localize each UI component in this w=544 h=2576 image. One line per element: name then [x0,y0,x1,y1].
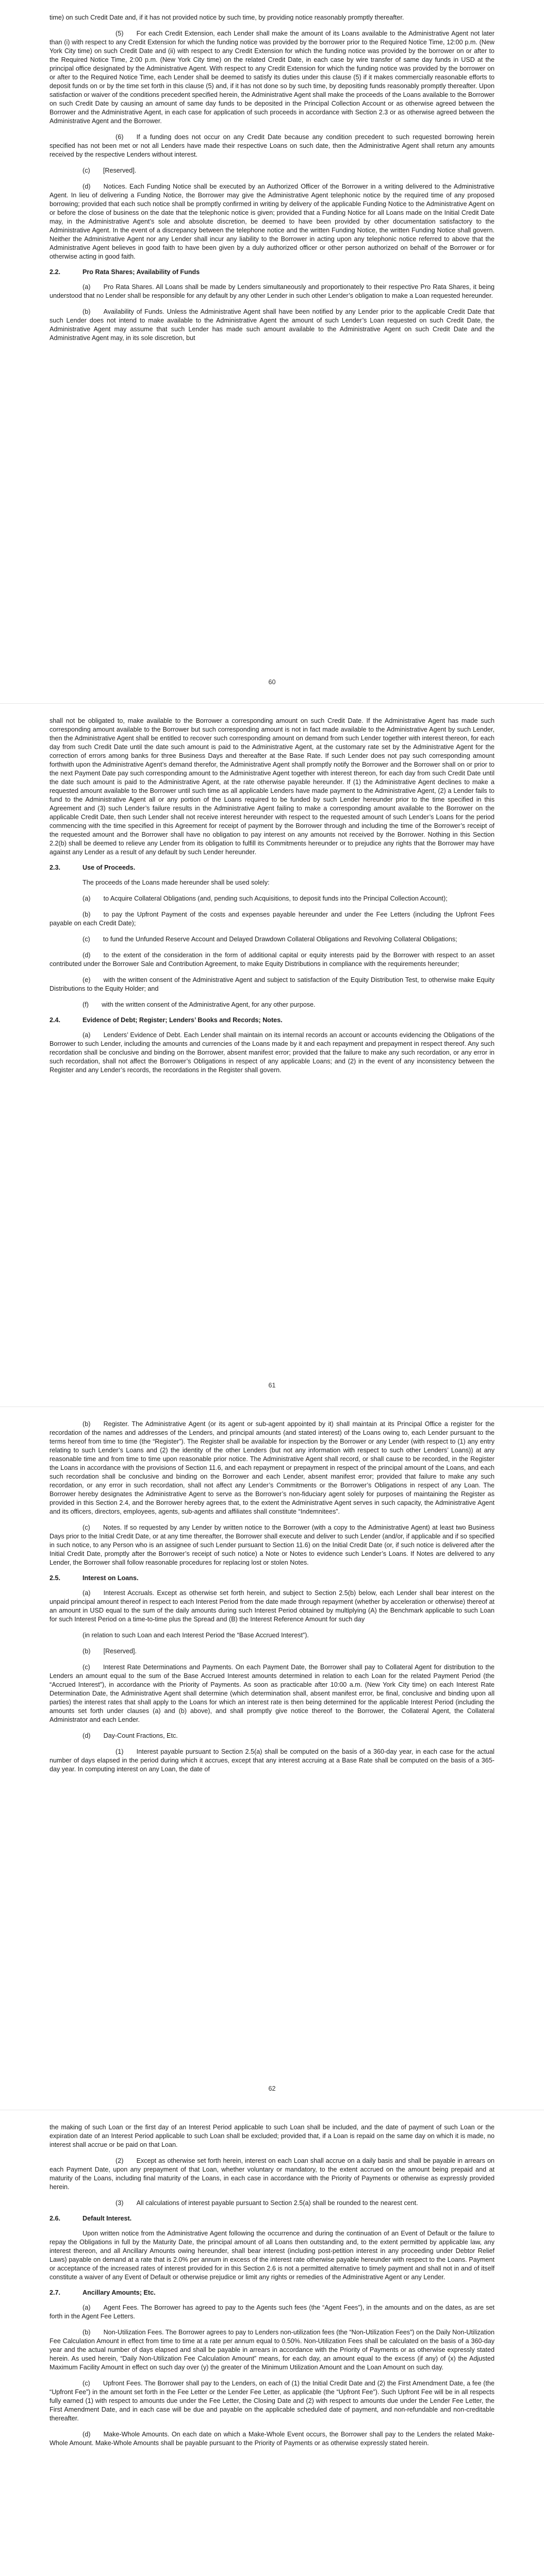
body-paragraph: (b) Register. The Administrative Agent (or its agent or sub-agent appointed by it) shall maintain at its Principal Office a register for the recordation of the names and addresses of the Lenders, and principal amounts (and stated interest) of the Loans owing to, each Lender pursuant to the terms hereof from time to time (the “Register”). The Register shall be available for inspection by the Borrower or any Lender (with respect to (1) any entry relating to such Lender’s Loans and (2) the identity of the other Lenders (but not any information with respect to such other Lenders’ Loans)) at any reasonable time and from time to time upon reasonable prior notice. The Administrative Agent shall record, or shall cause to be recorded, in the Register the Loans in accordance with the provisions of Section 11.6, and each repayment or prepayment in respect of the principal amount of the Loans, and each such recordation shall be conclusive and binding on the Borrower and each Lender, absent manifest error; provided that failure to make any such recordation, or any error in such recordation, shall not affect any Lender’s Commitments or the Borrower’s Obligations in respect of any Loan. The Borrower hereby designates the Administrative Agent to serve as the Borrower’s non-fiduciary agent solely for purposes of maintaining the Register as provided in this Section 2.4, and the Borrower hereby agrees that, to the extent the Administrative Agent serves in such capacity, the Administrative Agent and its officers, directors, employees, agents, sub-agents and affiliates shall constitute “Indemnitees”. [50,1420,494,1515]
page-number: 60 [268,679,276,686]
body-paragraph: (b) to pay the Upfront Payment of the costs and expenses payable hereunder and under the Fee Letters (including the Upfront Fees payable on each Credit Date); [50,911,494,927]
body-paragraph: (d) Day-Count Fractions, Etc. [83,1732,178,1739]
section-heading [50,268,494,276]
section-title: Pro Rata Shares; Availability of Funds [83,268,200,276]
body-paragraph: (6) If a funding does not occur on any Credit Date because any condition precedent to such requested borrowing herein specified has not been met or not all Lenders have made their respective Loans on such date, then the Administrative Agent shall return any amounts received by the respective Lenders without interest. [50,133,494,158]
body-paragraph: (1) Interest payable pursuant to Section 2.5(a) shall be computed on the basis of a 360-day year, in each case for the actual number of days elapsed in the period during which it accrues, except that any interest accruing at a Base Rate shall be computed on the basis of a 365-day year. In computing interest on any Loan, the date of [50,1748,494,1773]
document-page [0,1406,544,2110]
document-page [0,0,544,703]
body-paragraph: (c) Notes. If so requested by any Lender by written notice to the Borrower (with a copy to the Administrative Agent) at least two Business Days prior to the Initial Credit Date, or at any time thereafter, the Borrower shall execute and deliver to such Lender (and/or, if applicable and if so specified in such notice, to any Person who is an assignee of such Lender pursuant to Section 11.6) on the Initial Credit Date (or, if such notice is delivered after the Initial Credit Date, promptly after the Borrower’s receipt of such notice) a Note or Notes to evidence such Lender’s Loans. If Notes are delivered to any Lender, the Borrower shall follow reasonable procedures for replacing lost or stolen Notes. [50,1524,494,1566]
body-paragraph: (a) to Acquire Collateral Obligations (and, pending such Acquisitions, to deposit funds into the Principal Collection Account); [83,895,448,902]
body-paragraph: shall not be obligated to, make available to the Borrower a corresponding amount on such Credit Date. If the Administrative Agent has made such corresponding amount available to the Borrower but such corresponding amount is not in fact made available to the Administrative Agent by such Lender, then the Administrative Agent shall be entitled to recover such corresponding amount on demand from such Lender together with interest thereon, for each day from such Credit Date until the date such amount is paid to the Administrative Agent, at the customary rate set by the Administrative Agent for the correction of errors among banks for three Business Days and thereafter at the Base Rate. If such Lender does not pay such corresponding amount forthwith upon the Administrative Agent’s demand therefor, the Administrative Agent shall promptly notify the Borrower and the Borrower shall on or prior to the next Payment Date pay such corresponding amount to the Administrative Agent together with interest thereon, for each day from such Credit Date until the date such amount is paid to the Administrative Agent, at the rate otherwise payable hereunder. If (1) the Administrative Agent declines to make a requested amount available to the Borrower until such time as all applicable Lenders have made payment to the Administrative Agent, (2) a Lender fails to fund to the Administrative Agent all or any portion of the Loans required to be funded by such Lender hereunder prior to the time specified in this Agreement and (3) such Lender’s failure results in the Administrative Agent failing to make a corresponding amount available to the Borrower on the applicable Credit Date, then such Lender shall not receive interest hereunder with respect to the requested amount of such Lender’s Loans for the period commencing with the time specified in this Agreement for receipt of payment by the Borrower through and including the time of the Borrower’s receipt of the requested amount and the Borrower shall have no obligation to pay interest on any amounts not received by the Borrower. Nothing in this Section 2.2(b) shall be deemed to relieve any Lender from its obligation to fulfill its Commitments hereunder or to prejudice any rights that the Borrower may have against any Lender as a result of any default by such Lender hereunder. [50,717,494,856]
body-paragraph: (c) Upfront Fees. The Borrower shall pay to the Lenders, on each of (1) the Initial Credit Date and (2) the First Amendment Date, a fee (the “Upfront Fee”) in the amount set forth in the Fee Letter or the Lender Fee Letter, as applicable (the “Upfront Fee”). Such Upfront Fee will be in all respects fully earned (1) with respect to amounts due under the Fee Letter, the Closing Date and (2) with respect to amounts due under the Lender Fee Letter, the First Amendment Date, and in each case will be due and payable on the applicable scheduled date of payment, and non-refundable and non-creditable thereafter. [50,2380,494,2422]
body-paragraph: the making of such Loan or the first day of an Interest Period applicable to such Loan shall be included, and the date of payment of such Loan or the expiration date of an Interest Period applicable to such Loan shall be excluded; provided that, if a Loan is repaid on the same day on which it is made, no interest shall accrue or be paid on that Loan. [50,2124,494,2148]
body-paragraph: (c) [Reserved]. [83,167,137,174]
section-heading [50,864,494,871]
body-paragraph: (2) Except as otherwise set forth herein, interest on each Loan shall accrue on a daily basis and shall be payable in arrears on each Payment Date, upon any prepayment of that Loan, whether voluntary or mandatory, to the extent accrued on the amount being prepaid and at maturity of the Loans, including final maturity of the Loans, in each case in accordance with the Priority of Payments or otherwise as expressly provided herein. [50,2157,494,2191]
page-number: 61 [268,1382,276,1389]
body-paragraph: (in relation to such Loan and each Interest Period the “Base Accrued Interest”). [83,1632,309,1639]
page-divider [0,703,544,704]
body-paragraph: (b) [Reserved]. [83,1648,137,1655]
body-paragraph: The proceeds of the Loans made hereunder shall be used solely: [83,879,270,886]
body-paragraph: (d) to the extent of the consideration in the form of additional capital or equity interests paid by the Borrower with respect to an asset contributed under the Borrower Sale and Contribution Agreement, to make Equity Distributions in compliance with the requirements hereunder; [50,952,494,968]
section-number: 2.6. [50,2215,61,2222]
section-title: Evidence of Debt; Register; Lenders’ Books and Records; Notes. [83,1016,283,1024]
section-heading [50,2289,494,2296]
section-heading [50,1016,494,1024]
body-paragraph: (d) Make-Whole Amounts. On each date on which a Make-Whole Event occurs, the Borrower shall pay to the Lenders the related Make-Whole Amount. Make-Whole Amounts shall be payable pursuant to the Priority of Payments or as otherwise expressly stated herein. [50,2431,494,2447]
body-paragraph: (c) to fund the Unfunded Reserve Account and Delayed Drawdown Collateral Obligations and Revolving Collateral Obligations; [83,936,457,943]
body-paragraph: time) on such Credit Date and, if it has not provided notice by such time, by providing notice reasonably promptly thereafter. [50,14,404,21]
body-paragraph: (a) Pro Rata Shares. All Loans shall be made by Lenders simultaneously and proportionately to their respective Pro Rata Shares, it being understood that no Lender shall be responsible for any default by any other Lender in such other Lender’s obligation to make a Loan requested hereunder. [50,283,494,299]
body-paragraph: (5) For each Credit Extension, each Lender shall make the amount of its Loans available to the Administrative Agent not later than (i) with respect to any Credit Extension for which the funding notice was provided by the borrower prior to the Required Notice Time, 12:00 p.m. (New York City time) on such Credit Date and (ii) with respect to any Credit Extension for which the funding notice was provided by the borrower on or after to the Required Notice Time, 2:00 p.m. (New York City time) on the related Credit Date, in each case by wire transfer of same day funds in USD at the principal office designated by the Administrative Agent. With respect to any Credit Extension for which the funding notice was provided by the borrower on or after to the Required Notice Time, each Lender shall be deemed to satisfy its duties under this clause (5) if it makes commercially reasonable efforts to deposit funds on or by the time set forth in this clause (5) and, if it has not done so by such time, by depositing funds reasonably promptly thereafter. Upon satisfaction or waiver of the conditions precedent specified herein, the Administrative Agent shall make the proceeds of the Loans available to the Borrower on such Credit Date by causing an amount of same day funds to be deposited in the Principal Collection Account or as otherwise agreed between the Borrower and the Administrative Agent, in each case for application of such proceeds in accordance with Section 2.3 or as otherwise agreed between the Administrative Agent and the Borrower. [50,30,494,125]
body-paragraph: (3) All calculations of interest payable pursuant to Section 2.5(a) shall be rounded to the nearest cent. [116,2199,418,2207]
section-number: 2.2. [50,268,61,276]
body-paragraph: (a) Lenders’ Evidence of Debt. Each Lender shall maintain on its internal records an account or accounts evidencing the Obligations of the Borrower to such Lender, including the amounts and currencies of the Loans made by it and each repayment and prepayment in respect thereof. Any such recordation shall be conclusive and binding on the Borrower, absent manifest error; provided that the failure to make any such recordation, or any error in such recordation, shall not affect the Borrower’s Obligations in respect of any applicable Loans; and (2) in the event of any inconsistency between the Register and any Lender’s records, the recordations in the Register shall govern. [50,1031,494,1074]
section-heading [50,1574,494,1582]
body-paragraph: (e) with the written consent of the Administrative Agent and subject to satisfaction of the Equity Distribution Test, to otherwise make Equity Distributions to the Equity Holder; and [50,976,494,992]
section-title: Interest on Loans. [83,1574,139,1582]
body-paragraph: Upon written notice from the Administrative Agent following the occurrence and during the continuation of an Event of Default or the failure to repay the Obligations in full by the Maturity Date, the principal amount of all Loans then outstanding and, to the extent permitted by applicable law, any interest thereon, and all Ancillary Amounts owing hereunder, shall bear interest (including post-petition interest in any proceeding under Debtor Relief Laws) payable on demand at a rate that is 2.0% per annum in excess of the interest rate otherwise payable hereunder with respect to the Loans. Payment or acceptance of the increased rates of interest provided for in this Section 2.6 is not a permitted alternative to timely payment and shall not in and of itself constitute a waiver of any Event of Default or otherwise prejudice or limit any rights or remedies of the Administrative Agent or any Lender. [50,2230,494,2281]
section-number: 2.4. [50,1016,61,1024]
body-paragraph: (b) Availability of Funds. Unless the Administrative Agent shall have been notified by any Lender prior to the applicable Credit Date that such Lender does not intend to make available to the Administrative Agent the amount of such Lender’s Loan requested on such Credit Date, the Administrative Agent may assume that such Lender has made such amount available to the Administrative Agent on such Credit Date and the Administrative Agent may, in its sole discretion, but [50,308,494,342]
section-number: 2.3. [50,864,61,871]
body-paragraph: (d) Notices. Each Funding Notice shall be executed by an Authorized Officer of the Borrower in a writing delivered to the Administrative Agent. In lieu of delivering a Funding Notice, the Borrower may give the Administrative Agent telephonic notice by the required time of any proposed borrowing; provided that each such notice shall be promptly confirmed in writing by delivery of the applicable Funding Notice to the Administrative Agent on or before the close of business on the date that the telephonic notice is given; provided that a Funding Notice for all Loans made on the Initial Credit Date may, in the Administrative Agent’s sole and absolute discretion, be deemed to have been provided by other documentation satisfactory to the Administrative Agent. In the event of a discrepancy between the telephone notice and the written Funding Notice, the written Funding Notice shall govern. Neither the Administrative Agent nor any Lender shall incur any liability to the Borrower in acting upon any telephonic notice referred to above that the Administrative Agent believes in good faith to have been given by a duly authorized officer or other person authorized on behalf of the Borrower or for otherwise acting in good faith. [50,183,494,260]
body-paragraph: (c) Interest Rate Determinations and Payments. On each Payment Date, the Borrower shall pay to Collateral Agent for distribution to the Lenders an amount equal to the sum of the Base Accrued Interest amounts determined in relation to each Loan for the related Payment Period (the “Accrued Interest”), in accordance with the Priority of Payments. As soon as practicable after 10:00 a.m. (New York City time) on each Interest Rate Determination Date, the Administrative Agent shall determine (which determination shall, absent manifest error, be final, conclusive and binding upon all parties) the interest rates that shall apply to the Loans for which an interest rate is then being determined for the applicable Interest Period (including the amounts set forth under clauses (a) and (b) above), and shall promptly give notice thereof to the Borrower, the Collateral Agent, the Collateral Administrator and each Lender. [50,1664,494,1723]
document-page [0,2110,544,2576]
section-title: Default Interest. [83,2215,132,2222]
page-number: 62 [268,2085,276,2092]
body-paragraph: (a) Interest Accruals. Except as otherwise set forth herein, and subject to Section 2.5(b) below, each Lender shall bear interest on the unpaid principal amount thereof in respect to each Interest Period from the date made through repayment (whether by acceleration or otherwise) thereof at an amount in USD equal to the sum of the daily amounts during such Interest Period obtained by multiplying (A) the Benchmark applicable to such Loan for such Interest Period on a time-to-time plus the Spread and (B) the Interest Reference Amount for such day [50,1589,494,1623]
section-number: 2.7. [50,2289,61,2296]
section-title: Ancillary Amounts; Etc. [83,2289,156,2296]
body-paragraph: (b) Non-Utilization Fees. The Borrower agrees to pay to Lenders non-utilization fees (the “Non-Utilization Fees”) on the Daily Non-Utilization Fee Calculation Amount in effect from time to time at a rate per annum equal to 0.50%. Non-Utilization Fees shall be calculated on the basis of a 360-day year and the actual number of days elapsed and shall be payable in arrears in accordance with the Priority of Payments or as otherwise expressly stated herein. As used herein, “Daily Non-Utilization Fee Calculation Amount” means, for each day, an amount equal to the excess (if any) of (x) the Adjusted Maximum Facility Amount in effect on such day over (y) the greater of the Minimum Utilization Amount and the Loan Amount on such day. [50,2329,494,2371]
section-title: Use of Proceeds. [83,864,136,871]
document-page [0,703,544,1406]
body-paragraph: (a) Agent Fees. The Borrower has agreed to pay to the Agents such fees (the “Agent Fees”), in the amounts and on the dates, as are set forth in the Agent Fee Letters. [50,2304,494,2320]
section-heading [50,2215,494,2222]
section-number: 2.5. [50,1574,61,1582]
page-divider [0,1406,544,1407]
body-paragraph: (f) with the written consent of the Administrative Agent, for any other purpose. [83,1001,316,1008]
